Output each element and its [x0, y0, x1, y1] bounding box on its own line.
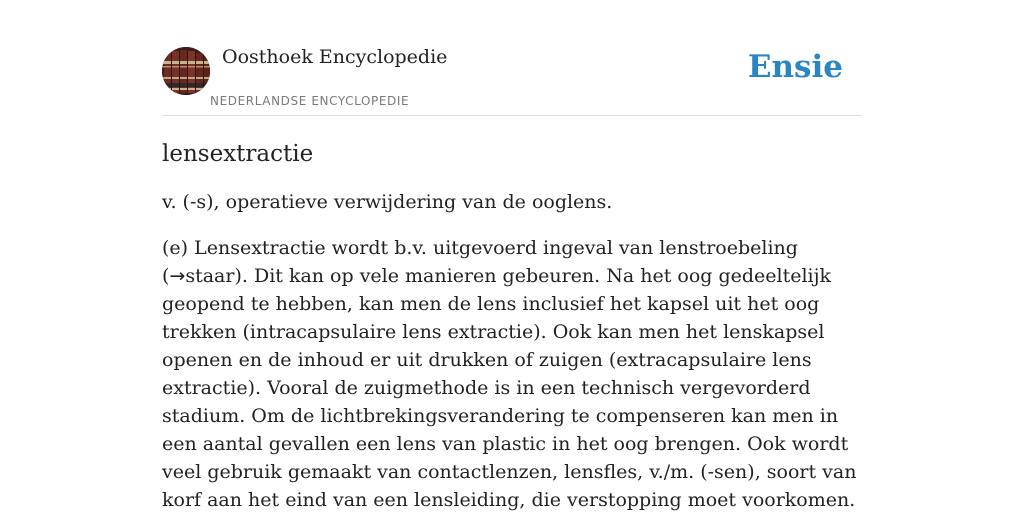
entry-body — [162, 234, 862, 512]
entry-body-text-start: (e) Lensextractie wordt b.v. uitgevoerd ingeval van lenstroebeling ( — [162, 237, 798, 287]
site-subtitle: NEDERLANDSE ENCYCLOPEDIE — [210, 94, 410, 108]
arrow-right-icon: → — [169, 265, 186, 287]
entry-content — [162, 138, 862, 512]
entry-title: lensextractie — [162, 141, 314, 167]
entry-definition: v. (-s), operatieve verwijdering van de ooglens. — [162, 191, 613, 213]
brand-logo[interactable]: Ensie — [747, 49, 843, 85]
site-title[interactable]: Oosthoek Encyclopedie — [222, 46, 448, 68]
encyclopedia-books-icon[interactable] — [162, 47, 210, 95]
entry-body-text-rest: staar). Dit kan op vele manieren gebeuren. Na het oog gedeeltelijk geopend te hebben, kan men de lens inclusief het kapsel uit het oog trekken (intracapsulaire lens extractie). Ook kan men het lenskapsel openen en de inhoud er uit drukken of zuigen (extracapsulaire lens extractie). Vooral de zuigmethode is in een technisch vergevorderd stadium. Om de lichtbrekingsverandering te compenseren kan men in een aantal gevallen een lens van plastic in het oog brengen. Ook wordt veel gebruik gemaakt van contactlenzen, lensfles, v./m. (-sen), soort van korf aan het eind van een lensleiding, die verstopping moet voorkomen. — [162, 265, 857, 511]
site-header — [162, 44, 862, 116]
